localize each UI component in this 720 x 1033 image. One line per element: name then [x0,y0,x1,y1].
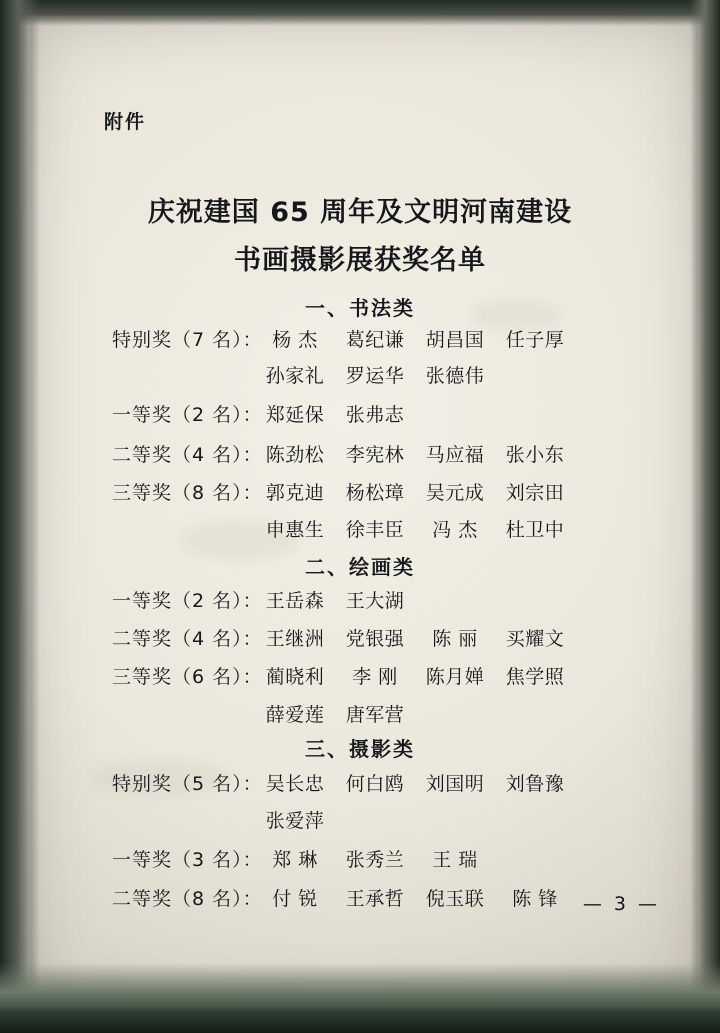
award-row [112,662,672,689]
award-names [264,325,584,352]
winner-name: 马应福 [425,444,485,466]
winner-name: 张德伟 [425,365,485,387]
winner-name: 倪玉联 [425,888,485,910]
winner-name: 党银强 [345,628,405,650]
winner-name: 王继洲 [265,628,325,650]
award-row [112,478,672,505]
winner-name: 蔺晓利 [265,666,325,688]
award-label: 一等奖（2 名）： [112,404,263,426]
winner-name: 郭克迪 [265,482,325,504]
page-number: — 3 — [582,893,660,915]
award-label: 特别奖（7 名）： [112,329,263,351]
winner-name: 郑 琳 [272,849,318,871]
section-heading-photography: 三、摄影类 [305,737,415,761]
winner-name: 张小东 [505,444,565,466]
winner-name: 王承哲 [345,888,405,910]
award-row-continuation [112,361,672,388]
award-names [264,662,584,689]
award-row [112,440,672,467]
winner-name: 刘宗田 [505,482,565,504]
award-label: 二等奖（8 名）： [112,888,263,910]
winner-name: 吴长忠 [265,773,325,795]
award-names [264,769,584,796]
award-row-continuation [112,700,672,727]
award-label: 二等奖（4 名）： [112,444,263,466]
winner-name: 胡昌国 [425,329,485,351]
award-label: 三等奖（8 名）： [112,482,263,504]
winner-name: 杨 杰 [272,329,318,351]
winner-name: 薛爱莲 [265,704,325,726]
winner-name: 任子厚 [505,329,565,351]
winner-name: 李 刚 [352,666,398,688]
winner-name: 陈 锋 [512,888,558,910]
winner-name: 刘国明 [425,773,485,795]
winner-name: 李宪林 [345,444,405,466]
winner-name: 王大湖 [345,590,405,612]
award-row [112,325,672,352]
winner-name: 何白鸥 [345,773,405,795]
award-row-continuation [112,806,672,833]
award-row-continuation [112,515,672,542]
award-names [264,845,504,872]
winner-name: 孙家礼 [265,365,325,387]
award-label: 特别奖（5 名）： [112,773,263,795]
winner-name: 王岳森 [265,590,325,612]
award-names [264,515,584,542]
photo-edge-right [690,0,720,1033]
winner-name: 吴元成 [425,482,485,504]
winner-name: 陈月婵 [425,666,485,688]
award-label: 二等奖（4 名）： [112,628,263,650]
winner-name: 冯 杰 [432,519,478,541]
award-names [264,806,344,833]
winner-name: 陈 丽 [432,628,478,650]
winner-name: 刘鲁豫 [505,773,565,795]
winner-name: 杜卫中 [505,519,565,541]
winner-name: 王 瑞 [432,849,478,871]
winner-name: 徐丰臣 [345,519,405,541]
photo-edge-bottom-dark [0,1007,720,1033]
winner-name: 葛纪谦 [345,329,405,351]
award-row [112,400,672,427]
winner-name: 张秀兰 [345,849,405,871]
award-names [264,700,424,727]
document-title-line-1: 庆祝建国 65 周年及文明河南建设 [147,197,573,228]
award-row [112,586,672,613]
winner-name: 张爱萍 [265,810,325,832]
winner-name: 张弗志 [345,404,405,426]
award-names [264,440,584,467]
award-label: 一等奖（3 名）： [112,849,263,871]
attachment-label: 附件 [104,111,147,133]
winner-name: 焦学照 [505,666,565,688]
award-row [112,769,672,796]
winner-name: 陈劲松 [265,444,325,466]
award-names [264,624,584,651]
section-heading-calligraphy: 一、书法类 [305,296,415,320]
award-label: 一等奖（2 名）： [112,590,263,612]
winner-name: 郑延保 [265,404,325,426]
award-row [112,845,672,872]
award-names [264,884,584,911]
award-label: 三等奖（6 名）： [112,666,263,688]
award-row [112,624,672,651]
winner-name: 申惠生 [265,519,325,541]
winner-name: 付 锐 [272,888,318,910]
photo-edge-top [0,0,720,26]
winner-name: 杨松璋 [345,482,405,504]
winner-name: 唐军营 [345,704,405,726]
award-names [264,478,584,505]
document-title-line-2: 书画摄影展获奖名单 [234,245,486,276]
award-names [264,400,424,427]
photo-edge-left [0,0,40,1033]
winner-name: 罗运华 [345,365,405,387]
award-names [264,361,504,388]
section-heading-painting: 二、绘画类 [305,555,415,579]
award-names [264,586,424,613]
winner-name: 买耀文 [505,628,565,650]
